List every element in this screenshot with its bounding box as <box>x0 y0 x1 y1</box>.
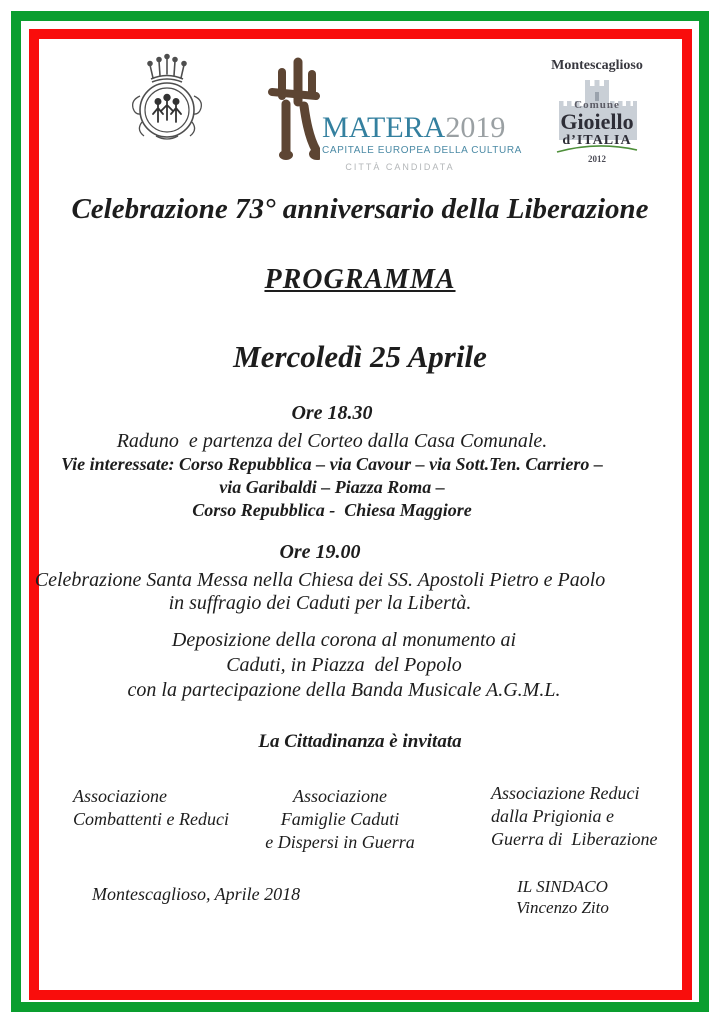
association-famiglie <box>240 785 440 854</box>
program-line: Corso Repubblica - Chiesa Maggiore <box>192 500 472 520</box>
matera-name-text: MATERA <box>322 111 446 144</box>
section-ore-1830 <box>12 402 652 522</box>
program-line: Caduti, in Piazza del Popolo <box>226 654 462 676</box>
gioiello-italia-logo <box>531 58 663 164</box>
gioiello-year-label: 2012 <box>588 154 606 164</box>
association-combattenti <box>73 785 229 831</box>
program-line: Deposizione della corona al monumento ai <box>171 629 517 651</box>
time-heading-1830: Ore 18.30 <box>291 402 373 424</box>
place-date-line: Montescaglioso, Aprile 2018 <box>92 884 301 904</box>
association-line: dalla Prigionia e <box>491 806 614 826</box>
time-heading-1900: Ore 19.00 <box>279 541 361 563</box>
matera-2019-logo <box>268 56 522 176</box>
association-line: Famiglie Caduti <box>280 809 400 829</box>
program-line: Celebrazione Santa Messa nella Chiesa dei SS. Apostoli Pietro e Paolo <box>34 569 606 591</box>
association-line: e Dispersi in Guerra <box>265 832 415 852</box>
matera-glyph-icon <box>268 56 320 174</box>
gioiello-ditalia-label: d’ITALIA <box>562 133 632 148</box>
association-line: Combattenti e Reduci <box>73 809 229 829</box>
matera-wordmark <box>322 111 506 144</box>
crest-icon <box>120 52 214 148</box>
association-line: Guerra di Liberazione <box>491 829 658 849</box>
gioiello-title: Gioiello <box>560 109 634 134</box>
section-deposizione <box>24 628 664 703</box>
association-line: Associazione <box>73 786 167 806</box>
program-line: Vie interessate: Corso Repubblica – via Cavour – via Sott.Ten. Carriero – <box>61 454 603 474</box>
sindaco-label: IL SINDACO <box>517 877 608 896</box>
matera-tagline: CITTÀ CANDIDATA <box>345 162 455 172</box>
invitation-line: La Cittadinanza è invitata <box>258 731 462 752</box>
association-line: Associazione Reduci <box>491 783 640 803</box>
program-line: Raduno e partenza del Corteo dalla Casa Comunale. <box>116 430 548 452</box>
municipal-crest-logo <box>120 52 214 148</box>
gioiello-comune-label: Comune <box>574 99 620 111</box>
page-title: Celebrazione 73° anniversario della Liberazione <box>71 193 649 225</box>
program-line: via Garibaldi – Piazza Roma – <box>219 477 445 497</box>
section-ore-1900 <box>0 541 640 615</box>
signature-block <box>480 876 645 918</box>
date-heading: Mercoledì 25 Aprile <box>233 339 487 374</box>
program-line: in suffragio dei Caduti per la Libertà. <box>168 592 472 614</box>
association-reduci <box>491 782 658 851</box>
program-line: con la partecipazione della Banda Musicale A.G.M.L. <box>127 679 561 701</box>
gioiello-town-label: Montescaglioso <box>551 58 643 73</box>
programma-heading: PROGRAMMA <box>264 264 456 295</box>
association-line: Associazione <box>293 786 387 806</box>
sindaco-name: Vincenzo Zito <box>516 898 609 917</box>
matera-year-text: 2019 <box>445 111 506 144</box>
matera-subtitle: CAPITALE EUROPEA DELLA CULTURA <box>322 145 522 156</box>
